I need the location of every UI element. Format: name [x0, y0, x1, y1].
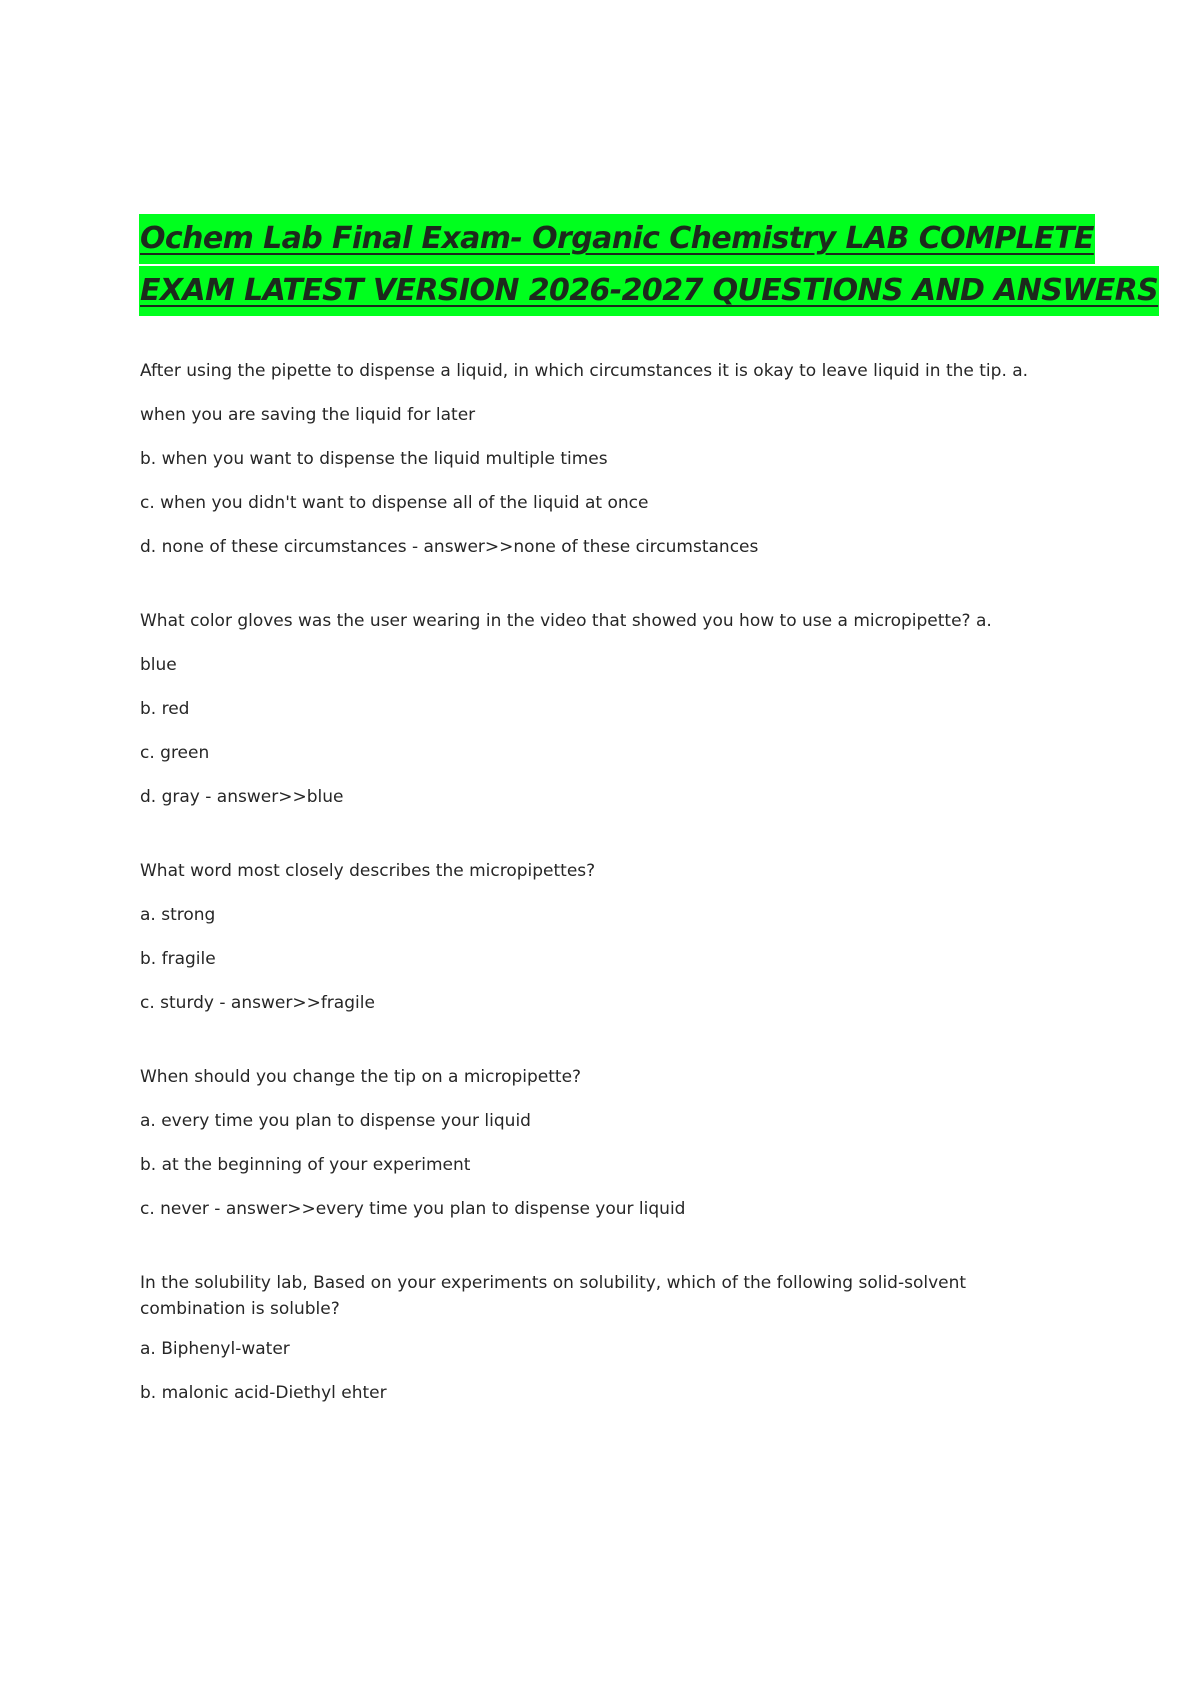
question-text: What color gloves was the user wearing in the video that showed you how to use a micropipette? a. [140, 611, 992, 631]
answer-option: c. never - answer>>every time you plan to dispense your liquid [140, 1199, 686, 1219]
question-text: When should you change the tip on a micropipette? [140, 1067, 582, 1087]
answer-option: b. at the beginning of your experiment [140, 1155, 471, 1175]
title-line-2: EXAM LATEST VERSION 2026-2027 QUESTIONS AND ANSWERS [139, 266, 1159, 316]
answer-option: a. Biphenyl-water [140, 1339, 290, 1359]
questions-list [140, 358, 1060, 1454]
question-block-2 [140, 608, 1060, 810]
answer-option: a. every time you plan to dispense your liquid [140, 1111, 531, 1131]
answer-option: blue [140, 655, 177, 675]
question-text: What word most closely describes the micropipettes? [140, 861, 596, 881]
answer-option: b. malonic acid-Diethyl ehter [140, 1383, 387, 1403]
answer-option: a. strong [140, 905, 216, 925]
answer-option: d. gray - answer>>blue [140, 787, 344, 807]
answer-option: b. red [140, 699, 190, 719]
answer-option: c. sturdy - answer>>fragile [140, 993, 375, 1013]
question-block-3 [140, 858, 1060, 1016]
answer-option: b. when you want to dispense the liquid multiple times [140, 449, 608, 469]
question-block-4 [140, 1064, 1060, 1222]
answer-option: d. none of these circumstances - answer>>none of these circumstances [140, 537, 759, 557]
answer-option: c. when you didn't want to dispense all of the liquid at once [140, 493, 649, 513]
answer-option: c. green [140, 743, 210, 763]
question-text: After using the pipette to dispense a liquid, in which circumstances it is okay to leave liquid in the tip. a. [140, 361, 1029, 381]
document-title [139, 214, 1159, 318]
title-line-1: Ochem Lab Final Exam- Organic Chemistry LAB COMPLETE [139, 214, 1095, 264]
answer-option: b. fragile [140, 949, 216, 969]
answer-option: when you are saving the liquid for later [140, 405, 476, 425]
question-block-1 [140, 358, 1060, 560]
question-block-5 [140, 1270, 1060, 1406]
question-text: In the solubility lab, Based on your experiments on solubility, which of the following solid-solvent combination is soluble? [140, 1273, 967, 1319]
